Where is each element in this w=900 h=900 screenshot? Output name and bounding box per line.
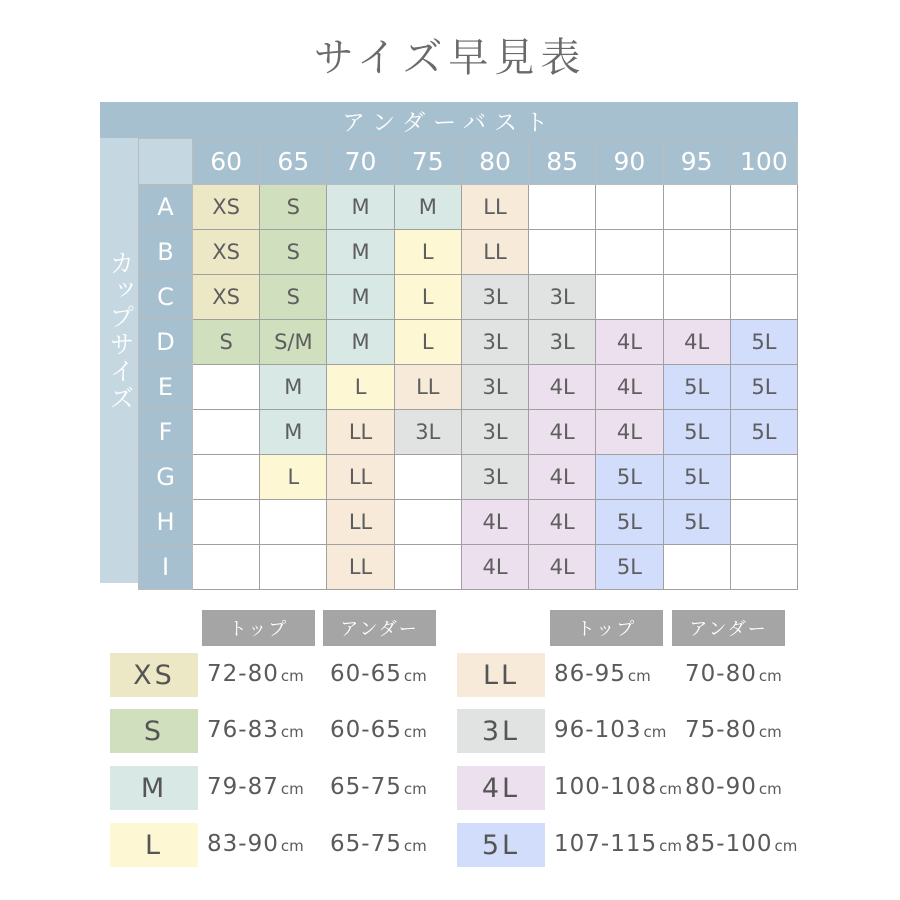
size-cell <box>663 275 730 320</box>
size-cell: M <box>260 410 327 455</box>
size-cell: L <box>260 455 327 500</box>
unit-label: cm <box>643 723 667 741</box>
range-value: 72-80 <box>207 661 279 687</box>
size-cell <box>193 545 260 590</box>
size-cell <box>730 275 797 320</box>
unit-label: cm <box>659 837 682 855</box>
size-cell: S <box>260 185 327 230</box>
size-cell <box>730 185 797 230</box>
size-cell <box>730 500 797 545</box>
legend-swatch: 5L <box>457 823 545 867</box>
size-cell <box>730 455 797 500</box>
size-cell: M <box>327 320 394 365</box>
size-cell: 5L <box>596 545 663 590</box>
size-cell: M <box>327 185 394 230</box>
size-cell: L <box>394 275 461 320</box>
range-value: 65-75 <box>330 774 402 800</box>
size-cell: M <box>260 365 327 410</box>
legend-under-range <box>330 717 427 743</box>
unit-label: cm <box>758 780 782 798</box>
range-value: 80-90 <box>685 774 757 800</box>
size-cell: 4L <box>596 410 663 455</box>
chart-row-C <box>139 275 798 320</box>
unit-label: cm <box>280 723 304 741</box>
size-cell <box>663 185 730 230</box>
size-cell <box>193 410 260 455</box>
range-value: 107-115 <box>554 831 658 857</box>
size-cell: L <box>394 320 461 365</box>
unit-label: cm <box>758 723 782 741</box>
legend-top-header: トップ <box>202 610 315 646</box>
legend-under-range <box>685 661 782 687</box>
size-cell: 4L <box>529 500 596 545</box>
size-cell: 3L <box>461 275 528 320</box>
size-cell <box>529 230 596 275</box>
legend-swatch: M <box>110 766 198 810</box>
size-chart-table <box>138 138 798 590</box>
cup-label-E: E <box>139 365 193 410</box>
size-cell <box>663 545 730 590</box>
size-cell: 5L <box>663 365 730 410</box>
legend-top-range <box>207 717 304 743</box>
size-cell <box>596 230 663 275</box>
size-cell: LL <box>327 455 394 500</box>
chart-row-D <box>139 320 798 365</box>
cup-size-header <box>100 138 138 583</box>
size-cell: S <box>260 275 327 320</box>
size-cell: 5L <box>596 455 663 500</box>
range-value: 85-100 <box>685 831 773 857</box>
size-cell <box>529 185 596 230</box>
chart-row-G <box>139 455 798 500</box>
underbust-col-95: 95 <box>663 139 730 185</box>
size-cell: LL <box>394 365 461 410</box>
underbust-col-65: 65 <box>260 139 327 185</box>
chart-row-H <box>139 500 798 545</box>
unit-label: cm <box>403 723 427 741</box>
legend-under-range <box>330 831 427 857</box>
legend-top-range <box>554 661 651 687</box>
unit-label: cm <box>403 780 427 798</box>
underbust-col-70: 70 <box>327 139 394 185</box>
size-cell: XS <box>193 275 260 320</box>
unit-label: cm <box>659 780 682 798</box>
size-cell <box>193 365 260 410</box>
size-cell: 5L <box>663 500 730 545</box>
underbust-header: アンダーバスト <box>100 102 798 138</box>
size-cell: 3L <box>529 275 596 320</box>
range-value: 75-80 <box>685 717 757 743</box>
size-cell: 4L <box>529 410 596 455</box>
range-value: 96-103 <box>554 717 642 743</box>
size-cell: 5L <box>730 410 797 455</box>
size-cell: L <box>394 230 461 275</box>
legend-under-range <box>330 661 427 687</box>
chart-row-F <box>139 410 798 455</box>
legend-under-header: アンダー <box>672 610 785 646</box>
size-cell <box>394 455 461 500</box>
range-value: 65-75 <box>330 831 402 857</box>
range-value: 70-80 <box>685 661 757 687</box>
range-value: 60-65 <box>330 717 402 743</box>
cup-label-G: G <box>139 455 193 500</box>
unit-label: cm <box>403 837 427 855</box>
legend-under-range <box>685 717 782 743</box>
size-cell: LL <box>327 545 394 590</box>
underbust-col-75: 75 <box>394 139 461 185</box>
size-cell <box>730 545 797 590</box>
size-cell: 3L <box>461 320 528 365</box>
size-cell: 4L <box>596 365 663 410</box>
size-cell: 3L <box>461 455 528 500</box>
size-cell: 3L <box>461 365 528 410</box>
underbust-col-100: 100 <box>730 139 797 185</box>
unit-label: cm <box>280 837 304 855</box>
legend-swatch: 4L <box>457 766 545 810</box>
size-cell: 4L <box>529 365 596 410</box>
range-value: 83-90 <box>207 831 279 857</box>
size-cell: 5L <box>663 410 730 455</box>
legend-under-range <box>685 774 782 800</box>
legend-top-header: トップ <box>550 610 663 646</box>
legend-swatch: S <box>110 709 198 753</box>
size-cell: 5L <box>730 365 797 410</box>
size-cell: S/M <box>260 320 327 365</box>
size-cell <box>193 500 260 545</box>
size-cell: 4L <box>529 455 596 500</box>
unit-label: cm <box>403 667 427 685</box>
size-cell <box>193 455 260 500</box>
range-value: 86-95 <box>554 661 626 687</box>
size-cell: M <box>327 275 394 320</box>
size-cell <box>260 545 327 590</box>
cup-label-B: B <box>139 230 193 275</box>
cup-label-I: I <box>139 545 193 590</box>
cup-label-F: F <box>139 410 193 455</box>
size-cell: 4L <box>461 545 528 590</box>
size-cell: L <box>327 365 394 410</box>
unit-label: cm <box>280 667 304 685</box>
legend-swatch: XS <box>110 653 198 697</box>
legend-swatch: L <box>110 823 198 867</box>
size-cell <box>663 230 730 275</box>
size-cell: 5L <box>596 500 663 545</box>
size-cell <box>596 185 663 230</box>
legend-top-range <box>207 831 304 857</box>
underbust-col-90: 90 <box>596 139 663 185</box>
size-cell: LL <box>461 185 528 230</box>
size-cell: LL <box>327 410 394 455</box>
size-cell: LL <box>327 500 394 545</box>
chart-row-I <box>139 545 798 590</box>
size-cell: 4L <box>529 545 596 590</box>
cup-label-C: C <box>139 275 193 320</box>
size-cell: 5L <box>730 320 797 365</box>
size-cell <box>394 500 461 545</box>
legend-under-range <box>685 831 797 857</box>
page-title: サイズ早見表 <box>313 35 587 81</box>
size-cell: LL <box>461 230 528 275</box>
size-cell: XS <box>193 230 260 275</box>
legend-top-range <box>554 774 682 800</box>
legend-top-range <box>207 774 304 800</box>
chart-row-E <box>139 365 798 410</box>
size-cell: S <box>193 320 260 365</box>
legend-top-range <box>554 831 682 857</box>
size-cell: 4L <box>663 320 730 365</box>
size-cell: 4L <box>596 320 663 365</box>
underbust-col-80: 80 <box>461 139 528 185</box>
cup-label-A: A <box>139 185 193 230</box>
chart-row-A <box>139 185 798 230</box>
size-cell: M <box>394 185 461 230</box>
underbust-col-60: 60 <box>193 139 260 185</box>
size-cell <box>596 275 663 320</box>
legend-under-header: アンダー <box>323 610 436 646</box>
chart-corner <box>139 139 193 185</box>
unit-label: cm <box>280 780 304 798</box>
legend-swatch: 3L <box>457 709 545 753</box>
legend-top-range <box>207 661 304 687</box>
legend-swatch: LL <box>457 653 545 697</box>
chart-row-B <box>139 230 798 275</box>
size-cell: 4L <box>461 500 528 545</box>
cup-label-D: D <box>139 320 193 365</box>
size-cell: 3L <box>529 320 596 365</box>
size-cell: 3L <box>394 410 461 455</box>
size-cell: M <box>327 230 394 275</box>
size-cell: XS <box>193 185 260 230</box>
cup-label-H: H <box>139 500 193 545</box>
size-cell <box>394 545 461 590</box>
unit-label: cm <box>774 837 798 855</box>
chart-header-row <box>139 139 798 185</box>
legend-under-range <box>330 774 427 800</box>
size-cell <box>260 500 327 545</box>
legend-top-range <box>554 717 666 743</box>
cup-size-label: カップサイズ <box>106 250 135 412</box>
range-value: 100-108 <box>554 774 658 800</box>
range-value: 79-87 <box>207 774 279 800</box>
size-cell <box>730 230 797 275</box>
underbust-col-85: 85 <box>529 139 596 185</box>
range-value: 60-65 <box>330 661 402 687</box>
unit-label: cm <box>758 667 782 685</box>
size-cell: 3L <box>461 410 528 455</box>
unit-label: cm <box>627 667 651 685</box>
range-value: 76-83 <box>207 717 279 743</box>
size-cell: S <box>260 230 327 275</box>
size-cell: 5L <box>663 455 730 500</box>
